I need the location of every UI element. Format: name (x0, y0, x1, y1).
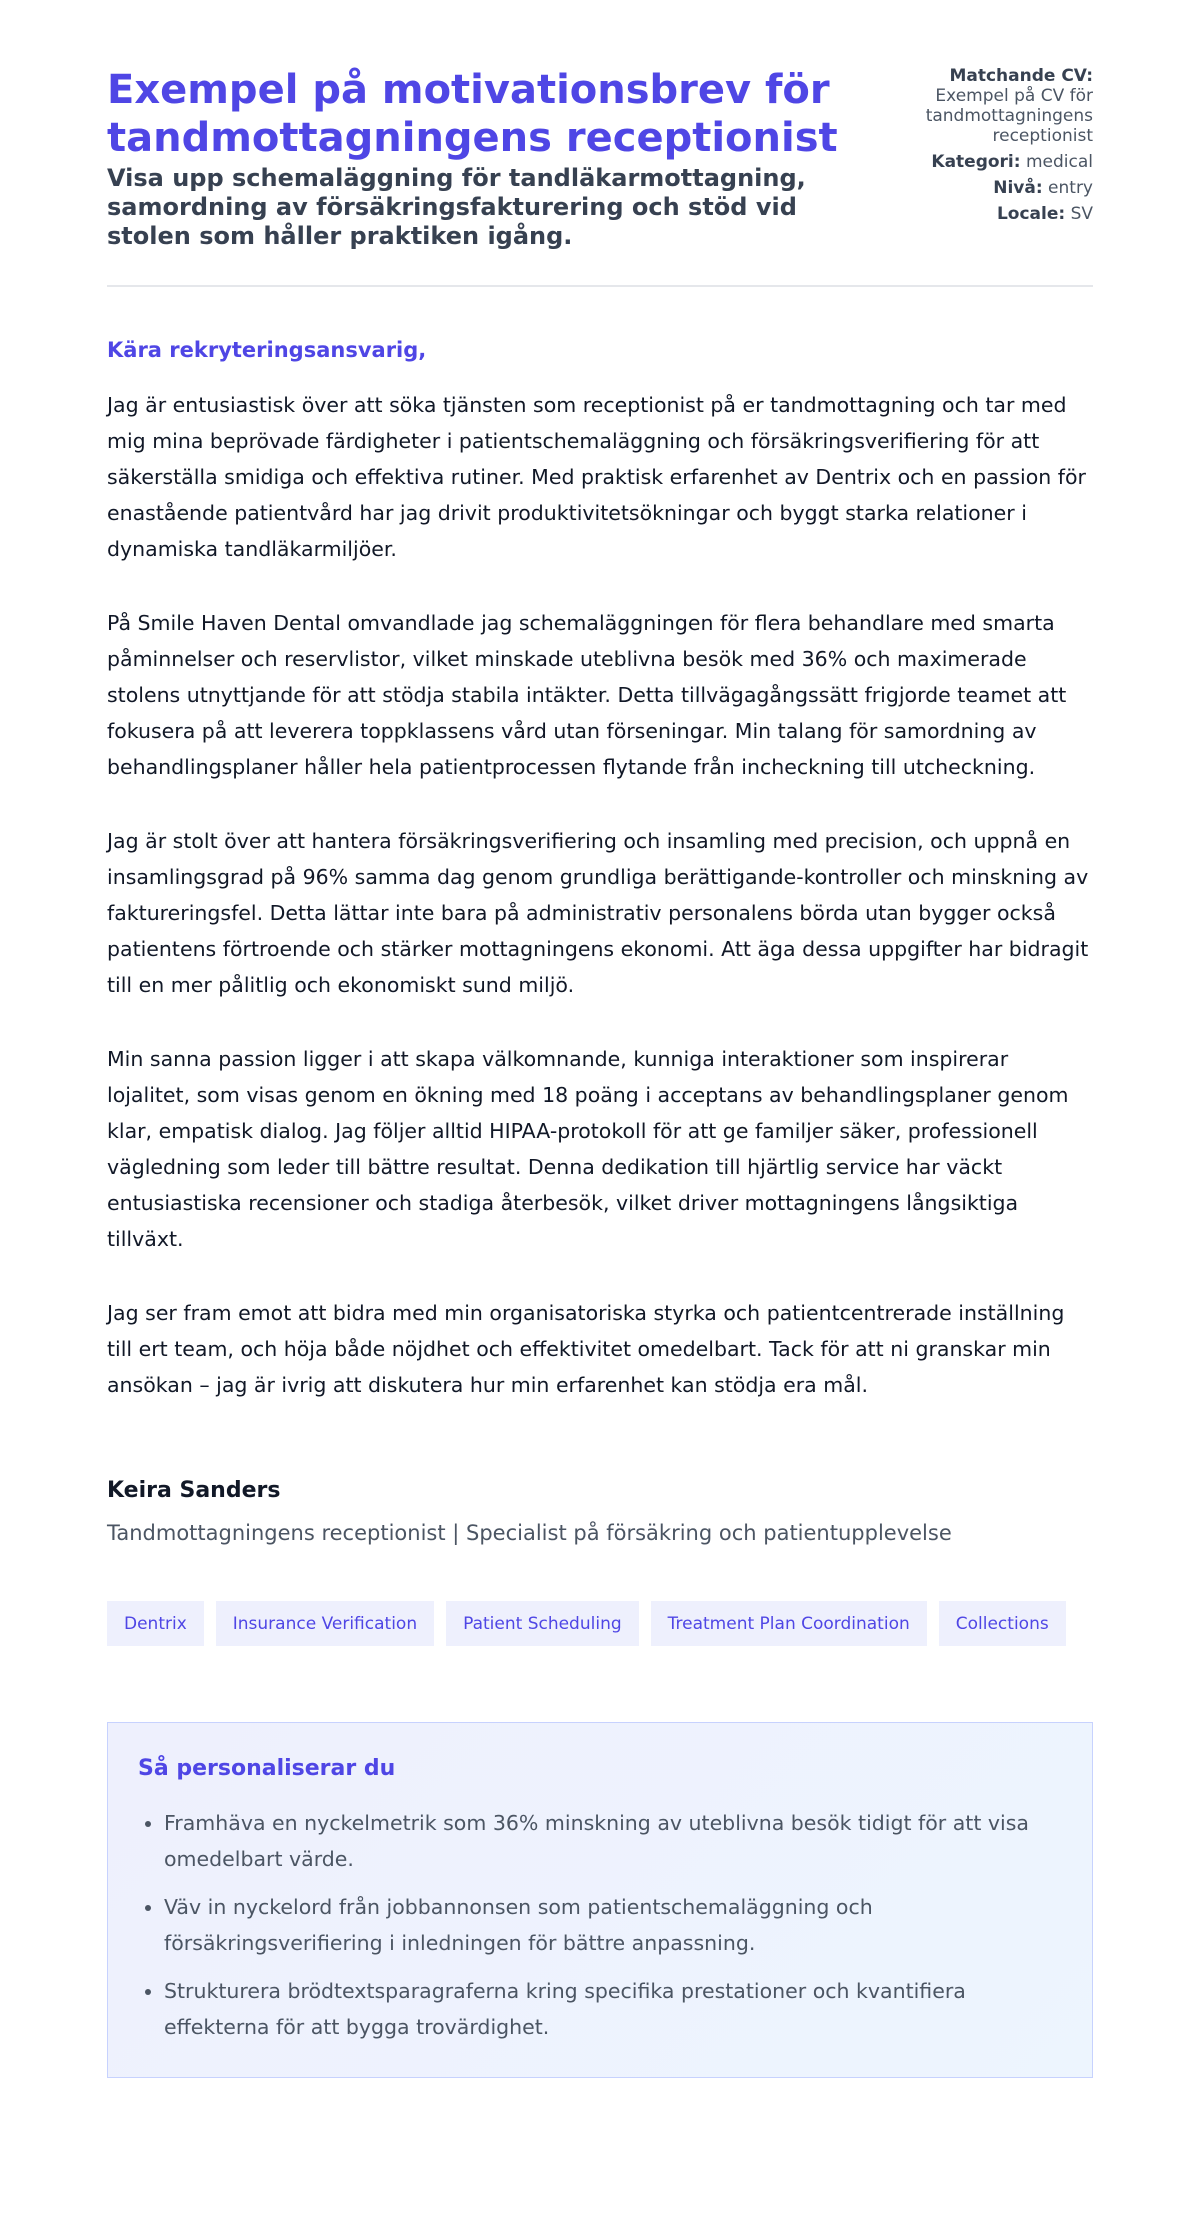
meta-cv-value: Exempel på CV för tandmottagningens receptionist (925, 86, 1093, 146)
letter-paragraph: På Smile Haven Dental omvandlade jag schemaläggningen för flera behandlare med smarta påminnelser och reservlistor, vilket minskade uteblivna besök med 36% och maximerade stolens utnyttjande för att stödja stabila intäkter. Detta tillvägagångssätt frigjorde teamet att fokusera på att leverera toppklassens vård utan förseningar. Min talang för samordning av behandlingsplaner håller hela patientprocessen flytande från incheckning till utcheckning. (107, 611, 1067, 779)
personalization-tips-box (107, 1722, 1093, 2078)
tip-item: • Framhäva en nyckelmetrik som 36% minskning av uteblivna besök tidigt för att visa omedelbart värde. (164, 1805, 1062, 1877)
letter-paragraph: Min sanna passion ligger i att skapa välkomnande, kunniga interaktioner som inspirerar lojalitet, som visas genom en ökning med 18 poäng i acceptans av behandlingsplaner genom klar, empatisk dialog. Jag följer alltid HIPAA-protokoll för att ge familjer säker, professionell vägledning som leder till bättre resultat. Denna dedikation till hjärtlig service har väckt entusiastiska recensioner och stadiga återbesök, vilket driver mottagningens långsiktiga tillväxt. (107, 1047, 1069, 1251)
header-titles (107, 66, 847, 251)
letter-body (107, 387, 1093, 1403)
meta-category (853, 152, 1093, 172)
letter-paragraph: Jag är stolt över att hantera försäkringsverifiering och insamling med precision, och uppnå en insamlingsgrad på 96% samma dag genom grundliga berättigande-kontroller och minskning av faktureringsfel. Detta lättar inte bara på administrativ personalens börda utan bygger också patientens förtroende och stärker mottagningens ekonomi. Att äga dessa uppgifter har bidragit till en mer pålitlig och ekonomiskt sund miljö. (107, 829, 1089, 997)
meta-category-label: Kategori: (931, 152, 1021, 172)
meta-panel (853, 66, 1093, 230)
skill-tags (107, 1601, 1093, 1646)
tip-item: • Väv in nyckelord från jobbannonsen som patientschemaläggning och försäkringsverifiering i inledningen för bättre anpassning. (164, 1889, 1062, 1961)
meta-locale-value: SV (1070, 204, 1093, 224)
skill-tag: Insurance Verification (216, 1601, 434, 1646)
meta-level-value: entry (1048, 178, 1093, 198)
meta-level (853, 178, 1093, 198)
page-subtitle: Visa upp schemaläggning för tandläkarmottagning, samordning av försäkringsfakturering och stöd vid stolen som håller praktiken igång. (107, 164, 806, 250)
skill-tag: Patient Scheduling (446, 1601, 639, 1646)
skill-tag: Collections (939, 1601, 1066, 1646)
tip-item: • Strukturera brödtextsparagraferna kring specifika prestationer och kvantifiera effekterna för att bygga trovärdighet. (164, 1973, 1062, 2045)
document-header (107, 66, 1093, 287)
meta-category-value: medical (1025, 152, 1093, 172)
tips-list (138, 1805, 1062, 2045)
meta-locale (853, 204, 1093, 224)
skill-tag: Dentrix (107, 1601, 204, 1646)
tips-title: Så personaliserar du (138, 1756, 396, 1781)
meta-cv-label: Matchande CV: (949, 66, 1093, 86)
signature-title: Tandmottagningens receptionist | Specialist på försäkring och patientupplevelse (107, 1521, 952, 1545)
meta-level-label: Nivå: (993, 178, 1043, 198)
meta-matching-cv (853, 66, 1093, 146)
signature-name: Keira Sanders (107, 1478, 281, 1503)
meta-locale-label: Locale: (996, 204, 1066, 224)
skill-tag: Treatment Plan Coordination (651, 1601, 927, 1646)
letter-paragraph: Jag ser fram emot att bidra med min organisatoriska styrka och patientcentrerade inställning till ert team, och höja både nöjdhet och effektivitet omedelbart. Tack för att ni granskar min ansökan – jag är ivrig att diskutera hur min erfarenhet kan stödja era mål. (107, 1301, 1065, 1397)
page-title: Exempel på motivationsbrev för tandmottagningens receptionist (107, 67, 838, 161)
letter-paragraph: Jag är entusiastisk över att söka tjänsten som receptionist på er tandmottagning och tar med mig mina beprövade färdigheter i patientschemaläggning och försäkringsverifiering för att säkerställa smidiga och effektiva rutiner. Med praktisk erfarenhet av Dentrix och en passion för enastående patientvård har jag drivit produktivitetsökningar och byggt starka relationer i dynamiska tandläkarmiljöer. (107, 393, 1086, 561)
letter-greeting: Kära rekryteringsansvarig, (107, 338, 427, 362)
